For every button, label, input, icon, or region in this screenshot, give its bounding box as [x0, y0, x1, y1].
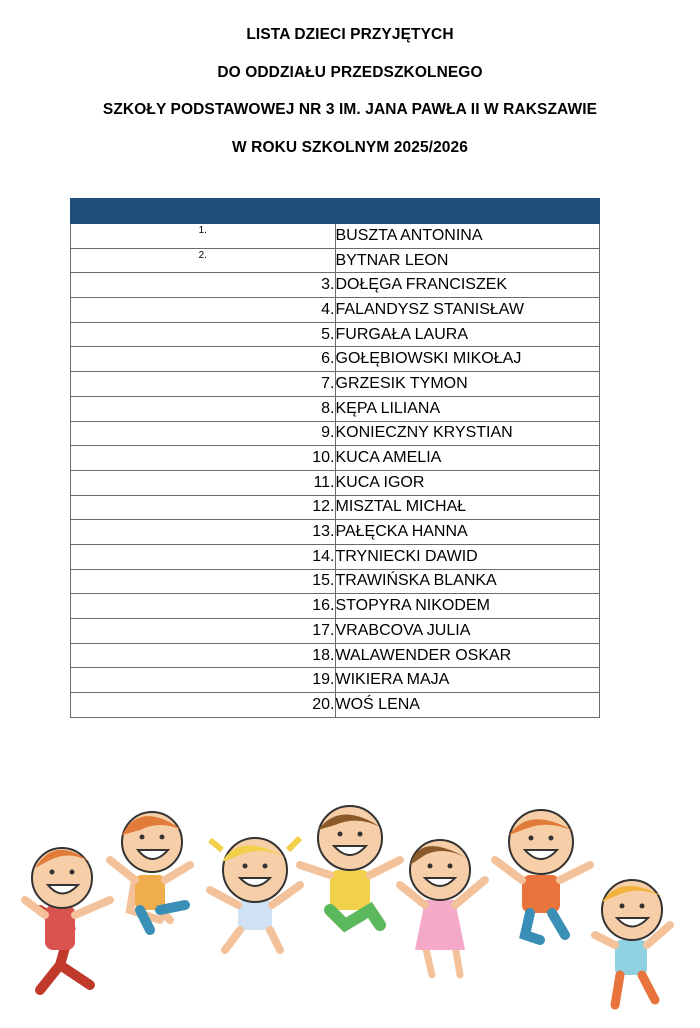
table-header-row — [71, 199, 600, 224]
table-row — [71, 569, 600, 594]
table-row — [71, 619, 600, 644]
child-name: BUSZTA ANTONINA — [335, 224, 600, 249]
child-name: PAŁĘCKA HANNA — [335, 520, 600, 545]
row-number: 17. — [71, 619, 336, 644]
row-number: 3. — [71, 273, 336, 298]
table-row — [71, 298, 600, 323]
child-name: STOPYRA NIKODEM — [335, 594, 600, 619]
table-row — [71, 273, 600, 298]
row-number: 13. — [71, 520, 336, 545]
child-name: TRYNIECKI DAWID — [335, 544, 600, 569]
heading-line-2: DO ODDZIAŁU PRZEDSZKOLNEGO — [217, 64, 483, 81]
children-list-table — [70, 198, 600, 718]
table-row — [71, 446, 600, 471]
row-number: 11. — [71, 470, 336, 495]
heading-line-3: SZKOŁY PODSTAWOWEJ NR 3 IM. JANA PAWŁA II W RAKSZAWIE — [102, 101, 598, 118]
child-name: WALAWENDER OSKAR — [335, 643, 600, 668]
child-7-icon — [595, 880, 670, 1005]
child-name: GRZESIK TYMON — [335, 372, 600, 397]
row-number: 14. — [71, 544, 336, 569]
row-number: 4. — [71, 298, 336, 323]
child-name: GOŁĘBIOWSKI MIKOŁAJ — [335, 347, 600, 372]
child-2-icon — [110, 812, 190, 930]
child-4-icon — [300, 806, 400, 925]
table-row — [71, 495, 600, 520]
row-number: 10. — [71, 446, 336, 471]
child-name: FALANDYSZ STANISŁAW — [335, 298, 600, 323]
child-name: TRAWIŃSKA BLANKA — [335, 569, 600, 594]
table-row — [71, 322, 600, 347]
table-row — [71, 643, 600, 668]
table-row — [71, 544, 600, 569]
row-number: 7. — [71, 372, 336, 397]
child-name: BYTNAR LEON — [335, 248, 600, 273]
table-header-bar — [71, 199, 600, 224]
child-name: WOŚ LENA — [335, 693, 600, 718]
table-row — [71, 372, 600, 397]
child-name: DOŁĘGA FRANCISZEK — [335, 273, 600, 298]
row-number: 9. — [71, 421, 336, 446]
row-number: 12. — [71, 495, 336, 520]
table-row — [71, 520, 600, 545]
row-number: 8. — [71, 396, 336, 421]
child-name: KUCA IGOR — [335, 470, 600, 495]
happy-children-illustration — [0, 790, 700, 1020]
heading-line-1: LISTA DZIECI PRZYJĘTYCH — [246, 26, 454, 43]
child-name: FURGAŁA LAURA — [335, 322, 600, 347]
table-row — [71, 396, 600, 421]
row-number: 5. — [71, 322, 336, 347]
child-5-icon — [400, 840, 485, 975]
table-row — [71, 668, 600, 693]
child-name: KĘPA LILIANA — [335, 396, 600, 421]
child-name: WIKIERA MAJA — [335, 668, 600, 693]
table-row — [71, 693, 600, 718]
child-3-icon — [210, 838, 300, 950]
child-1-icon — [25, 848, 110, 990]
heading-line-4: W ROKU SZKOLNYM 2025/2026 — [232, 139, 468, 156]
child-name: KONIECZNY KRYSTIAN — [335, 421, 600, 446]
row-number: 19. — [71, 668, 336, 693]
child-name: VRABCOVA JULIA — [335, 619, 600, 644]
table-row — [71, 421, 600, 446]
row-number: 15. — [71, 569, 336, 594]
child-name: KUCA AMELIA — [335, 446, 600, 471]
child-name: MISZTAL MICHAŁ — [335, 495, 600, 520]
row-number: 1. — [71, 224, 336, 249]
table-row — [71, 248, 600, 273]
row-number: 16. — [71, 594, 336, 619]
table-row — [71, 347, 600, 372]
table-row — [71, 594, 600, 619]
row-number: 6. — [71, 347, 336, 372]
table-body — [71, 224, 600, 718]
table-row — [71, 470, 600, 495]
row-number: 20. — [71, 693, 336, 718]
child-6-icon — [495, 810, 590, 940]
table-row — [71, 224, 600, 249]
row-number: 18. — [71, 643, 336, 668]
row-number: 2. — [71, 248, 336, 273]
